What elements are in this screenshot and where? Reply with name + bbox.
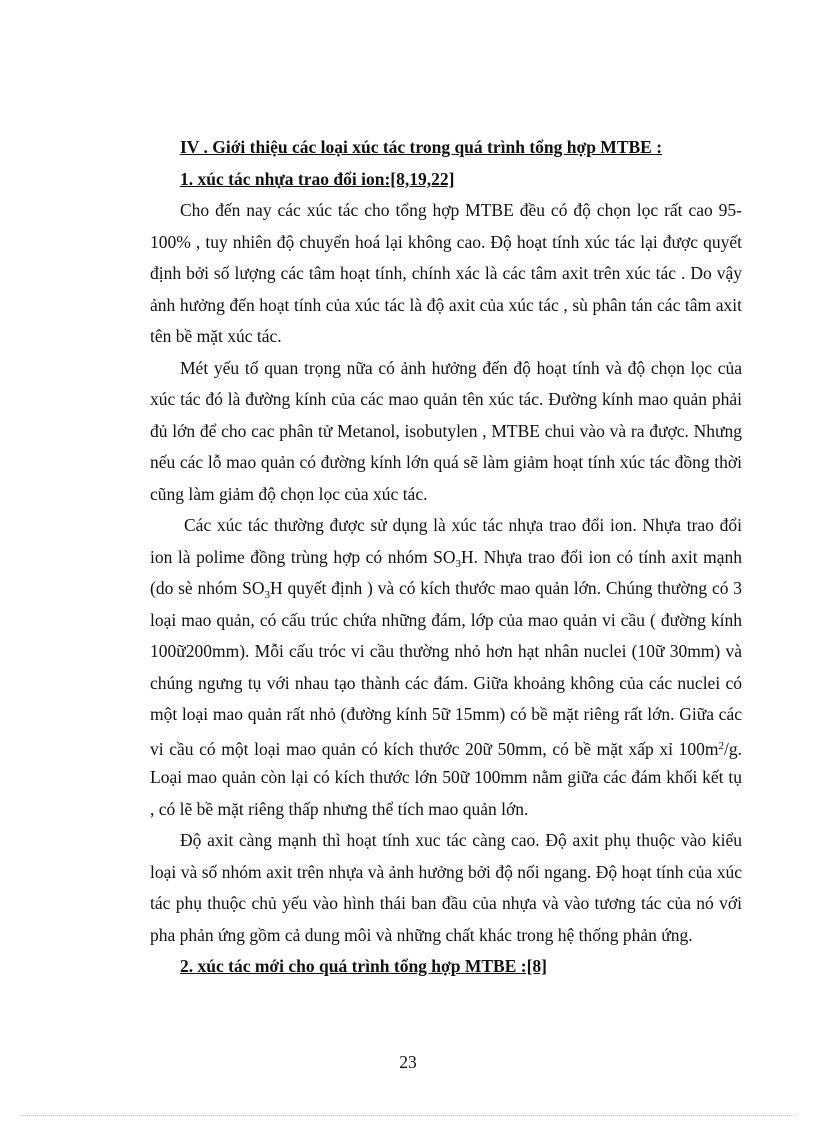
paragraph-line: nếu các lỗ mao quản có đường kính lớn quá sẽ làm giảm hoạt tính xúc tác đồng thời xyxy=(150,452,742,472)
paragraph-line: đủ lớn để cho cac phân tử Metanol, isobutylen , MTBE chui vào và ra được. Nhưng xyxy=(150,420,742,441)
paragraph-line: Mét yếu tố quan trọng nữa có ảnh hưởng đến độ hoạt tính và độ chọn lọc của xyxy=(180,357,742,378)
paragraph-4 xyxy=(150,825,742,951)
text-run: /g. xyxy=(724,738,742,759)
paragraph-line xyxy=(150,731,742,763)
paragraph-line: loại và số nhóm axit trên nhựa và ảnh hưởng bởi độ nối ngang. Độ hoạt tính của xúc xyxy=(150,861,742,882)
paragraph-line: loại mao quản, có cấu trúc chứa những đám, lớp của mao quản vi cầu ( đường kính xyxy=(150,609,742,630)
paragraph-line: Loại mao quản còn lại có kích thước lớn 50ữ 100mm nằm giữa các đám khối kết tụ xyxy=(150,767,742,787)
subscript: 3 xyxy=(455,557,462,570)
paragraph-1 xyxy=(150,195,742,353)
paragraph-line: định bởi số lượng các tâm hoạt tính, chính xác là các tâm axit trên xúc tác . Do vậy xyxy=(150,263,742,283)
text-run: vi cầu có một loại mao quản có kích thước 20ữ 50mm, có bề mặt xấp xỉ 100m xyxy=(150,738,719,759)
page-content xyxy=(150,132,743,983)
subsection-heading-1: 1. xúc tác nhựa trao đổi ion:[8,19,22] xyxy=(180,168,455,189)
paragraph-3 xyxy=(150,510,743,825)
paragraph-line: 100% , tuy nhiên độ chuyển hoá lại không cao. Độ hoạt tính xúc tác lại được quyết xyxy=(150,231,742,252)
paragraph-line: 100ữ200mm). Mỗi cấu tróc vi cầu thường nhỏ hơn hạt nhân nuclei (10ữ 30mm) và xyxy=(150,641,742,661)
paragraph-line: tên bề mặt xúc tác. xyxy=(150,326,282,346)
paragraph-line: tác phụ thuộc chủ yếu vào hình thái ban đầu của nhựa và vào tương tác của nó với xyxy=(150,893,742,913)
page-bottom-divider xyxy=(20,1115,796,1116)
paragraph-line: chúng ngưng tụ với nhau tạo thành các đám. Giữa khoảng không của các nuclei có xyxy=(150,672,742,693)
text-run: (do sè nhóm SO xyxy=(150,578,265,598)
paragraph-line: xúc tác đó là đường kính của các mao quản tên xúc tác. Đường kính mao quản phải xyxy=(150,389,742,409)
paragraph-line: pha phản ứng gồm cả dung môi và những chất khác trong hệ thống phản ứng. xyxy=(150,924,693,945)
paragraph-line: Độ axit càng mạnh thì hoạt tính xuc tác càng cao. Độ axit phụ thuộc vào kiểu xyxy=(180,830,742,850)
subsection-heading-2: 2. xúc tác mới cho quá trình tổng hợp MTBE :[8] xyxy=(180,956,547,976)
paragraph-line: ảnh hưởng đến hoạt tính của xúc tác là độ axit của xúc tác , sù phân tán các tâm axit xyxy=(150,294,742,315)
text-run: ion là polime đồng trùng hợp có nhóm SO xyxy=(150,546,456,567)
text-run: H. Nhựa trao đổi ion có tính axit mạnh xyxy=(461,546,742,567)
paragraph-line: một loại mao quản rất nhỏ (đường kính 5ữ 15mm) có bề mặt riêng rất lớn. Giữa các xyxy=(150,704,742,724)
paragraph-line: Cho đến nay các xúc tác cho tổng hợp MTBE đều có độ chọn lọc rất cao 95- xyxy=(180,200,742,220)
paragraph-line xyxy=(150,542,742,574)
paragraph-line: , có lẽ bề mặt riêng thấp nhưng thể tích mao quản lớn. xyxy=(150,798,529,819)
page-number: 23 xyxy=(399,1052,417,1072)
text-run: H quyết định ) và có kích thước mao quản lớn. Chúng thường có 3 xyxy=(270,578,743,598)
paragraph-line xyxy=(150,573,742,605)
paragraph-2 xyxy=(150,353,742,511)
superscript: 2 xyxy=(718,739,724,752)
paragraph-line: Các xúc tác thường được sử dụng là xúc tác nhựa trao đổi ion. Nhựa trao đổi xyxy=(184,515,742,535)
subscript: 3 xyxy=(264,589,271,601)
section-heading-iv: IV . Giới thiệu các loại xúc tác trong quá trình tổng hợp MTBE : xyxy=(180,137,663,157)
paragraph-line: cũng làm giảm độ chọn lọc của xúc tác. xyxy=(150,483,428,504)
